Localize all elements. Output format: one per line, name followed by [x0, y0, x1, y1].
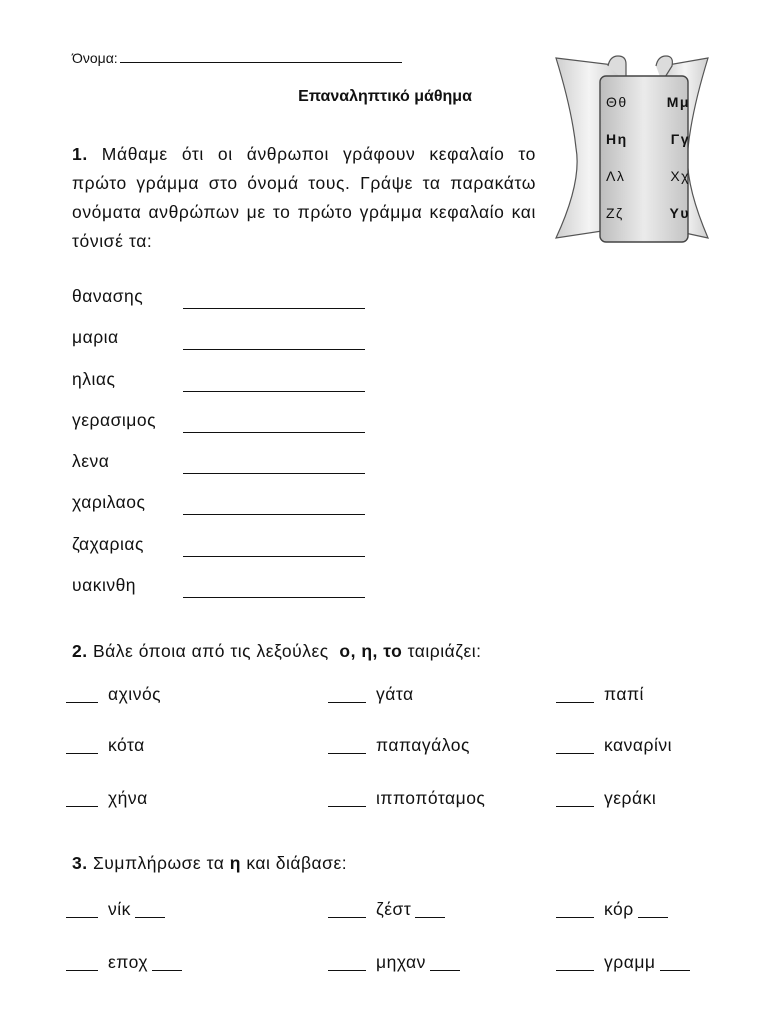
exercise-3-text-before: Συμπλήρωσε τα [92, 853, 225, 873]
name-label: θανασης [72, 286, 144, 306]
exercise-3-letter: η [229, 853, 241, 873]
answer-blank[interactable] [660, 969, 690, 971]
answer-line[interactable] [183, 349, 365, 350]
scroll-letter: Μμ [666, 94, 690, 110]
word-label: γραμμ [604, 952, 656, 972]
fill-item [66, 899, 165, 920]
answer-blank[interactable] [328, 969, 366, 971]
name-label: Όνομα: [72, 50, 118, 66]
answer-line[interactable] [183, 597, 365, 598]
name-label: γερασιμος [72, 409, 157, 430]
answer-blank[interactable] [66, 916, 98, 918]
answer-blank[interactable] [556, 969, 594, 971]
fill-item [328, 952, 460, 973]
exercise-3-instructions [72, 853, 347, 874]
article-item [66, 788, 148, 809]
answer-blank[interactable] [328, 752, 366, 754]
answer-blank[interactable] [135, 916, 165, 918]
answer-blank[interactable] [328, 805, 366, 807]
answer-line[interactable] [183, 556, 365, 557]
name-row [72, 449, 372, 490]
exercise-2-text-after: ταιριάζει: [407, 641, 482, 661]
name-label: ζαχαριας [72, 533, 144, 554]
answer-blank[interactable] [638, 916, 668, 918]
answer-blank[interactable] [66, 969, 98, 971]
name-row [72, 367, 372, 408]
word-label: μηχαν [376, 952, 426, 972]
scroll-row [606, 131, 690, 168]
answer-blank[interactable] [328, 701, 366, 703]
fill-item [556, 952, 690, 973]
exercise-2-instructions [72, 641, 482, 662]
word-label: καναρίνι [604, 735, 673, 755]
scroll-letter: Υυ [669, 205, 690, 221]
fill-item [328, 899, 445, 920]
answer-line[interactable] [183, 432, 365, 433]
article-item [556, 788, 656, 809]
word-label: ζέστ [376, 899, 412, 919]
exercise-1-text: Μάθαμε ότι οι άνθρωποι γράφουν κεφαλαίο το πρώτο γράμμα στο όνομά τους. Γράψε τα παρακάτω ονόματα ανθρώπων με το πρώτο γράμμα κεφαλαίο και τόνισέ τα: [72, 144, 536, 251]
exercise-2-text-before: Βάλε όποια από τις λεξούλες [92, 641, 329, 661]
name-row [72, 325, 372, 366]
article-item [66, 735, 145, 756]
word-label: κόρ [604, 899, 634, 919]
word-label: παπαγάλος [376, 735, 470, 755]
article-item [328, 735, 470, 756]
scroll-row [606, 168, 690, 205]
name-row [72, 532, 372, 573]
answer-line[interactable] [183, 473, 365, 474]
student-name-field[interactable] [72, 48, 402, 66]
word-label: ιπποπόταμος [376, 788, 486, 808]
name-row [72, 490, 372, 531]
exercise-1-instructions [72, 140, 536, 256]
scroll-letter: Λλ [606, 168, 626, 184]
scroll-letter: Θθ [606, 94, 628, 110]
answer-blank[interactable] [556, 752, 594, 754]
scroll-letter: Γγ [670, 131, 690, 147]
answer-blank[interactable] [328, 916, 366, 918]
exercise-2-number: 2. [72, 641, 88, 661]
word-label: γάτα [376, 684, 414, 704]
article-item [328, 788, 485, 809]
answer-blank[interactable] [556, 805, 594, 807]
fill-item [66, 952, 182, 973]
answer-blank[interactable] [415, 916, 445, 918]
answer-line[interactable] [183, 308, 365, 309]
scroll-letter: Χχ [670, 168, 690, 184]
answer-blank[interactable] [556, 916, 594, 918]
exercise-3-text-after: και διάβασε: [246, 853, 348, 873]
exercise-1-number: 1. [72, 144, 88, 164]
article-item [328, 684, 414, 705]
name-label: λενα [72, 451, 110, 472]
exercise-3-number: 3. [72, 853, 88, 873]
name-row [72, 284, 372, 325]
name-label: μαρια [72, 327, 119, 348]
article-item [556, 684, 644, 705]
exercise-1-name-list [72, 284, 372, 614]
scroll-row [606, 205, 690, 242]
answer-line[interactable] [183, 514, 365, 515]
word-label: νίκ [108, 899, 131, 919]
name-label: ηλιας [72, 368, 116, 389]
scroll-letters [606, 94, 690, 242]
word-label: γεράκι [604, 788, 657, 808]
name-blank-line[interactable] [120, 48, 402, 63]
answer-blank[interactable] [66, 752, 98, 754]
scroll-letter: Ζζ [606, 205, 624, 221]
word-label: χήνα [108, 788, 148, 808]
answer-blank[interactable] [152, 969, 182, 971]
word-label: κότα [108, 735, 145, 755]
name-label: χαριλαος [72, 492, 146, 513]
word-label: αχινός [108, 684, 162, 704]
article-item [66, 684, 161, 705]
page-title: Επαναληπτικό μάθημα [298, 88, 472, 105]
article-item [556, 735, 672, 756]
exercise-2-articles: ο, η, το [339, 641, 403, 661]
answer-blank[interactable] [66, 701, 98, 703]
answer-line[interactable] [183, 391, 365, 392]
answer-blank[interactable] [66, 805, 98, 807]
name-label: υακινθη [72, 575, 137, 596]
name-row [72, 408, 372, 449]
scroll-row [606, 94, 690, 131]
fill-item [556, 899, 668, 920]
name-row [72, 573, 372, 614]
word-label: εποχ [108, 952, 149, 972]
answer-blank[interactable] [556, 701, 594, 703]
answer-blank[interactable] [430, 969, 460, 971]
scroll-letter: Ηη [606, 131, 628, 147]
word-label: παπί [604, 684, 644, 704]
